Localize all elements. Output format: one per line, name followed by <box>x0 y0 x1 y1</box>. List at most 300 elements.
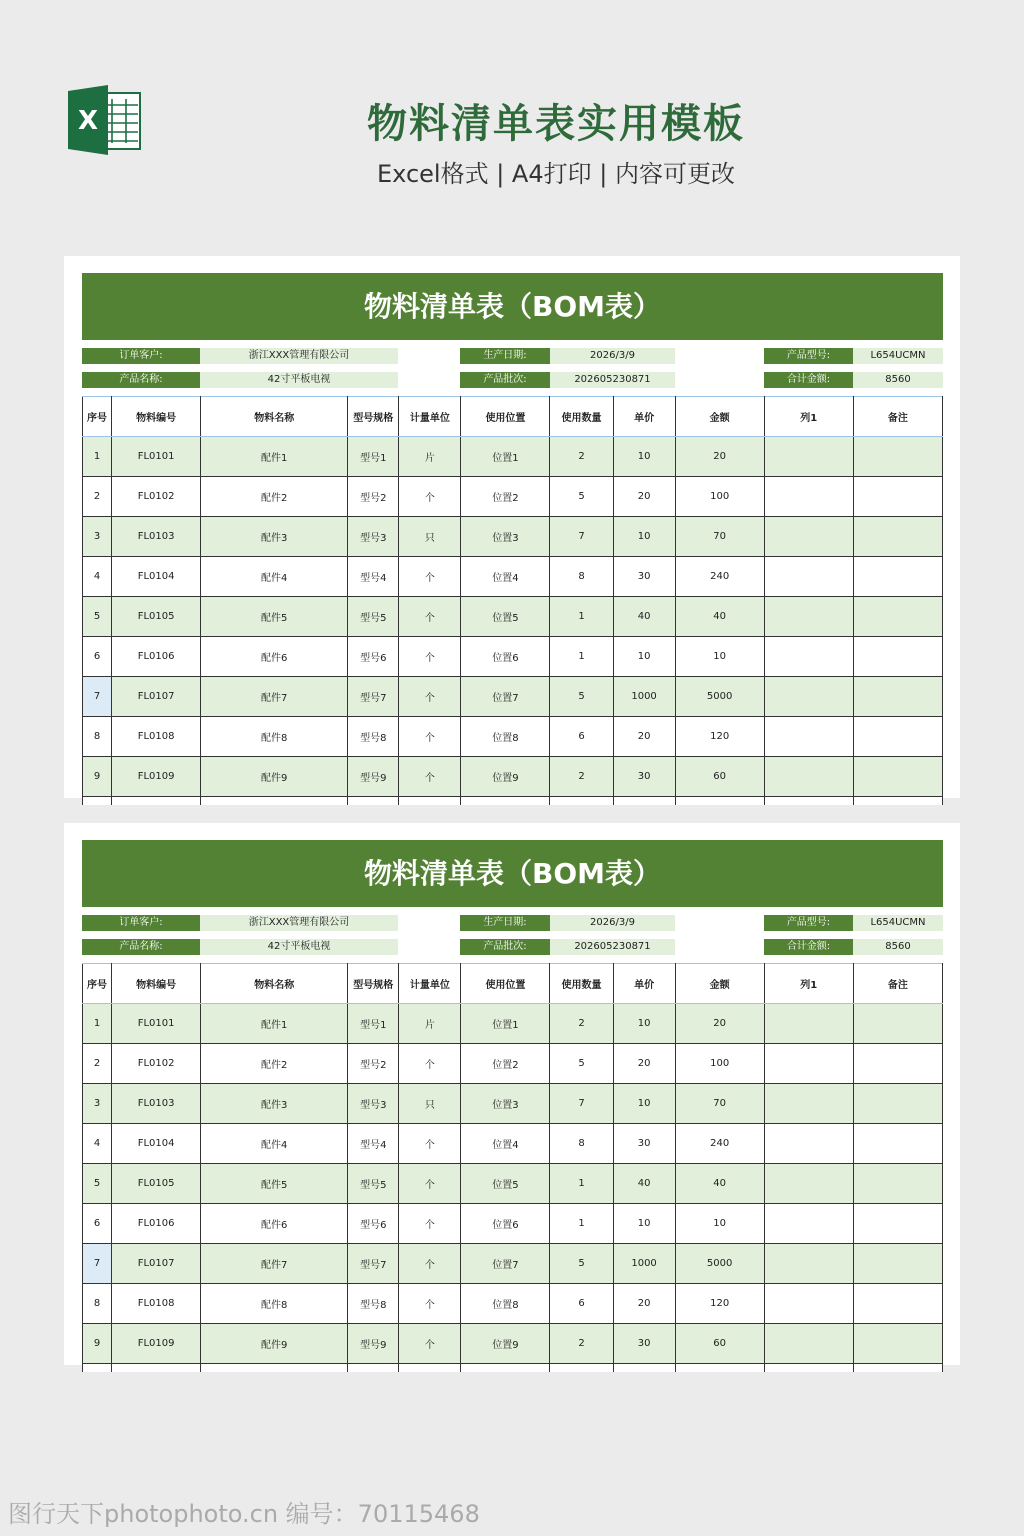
table-cell[interactable]: 位置4 <box>461 1124 550 1164</box>
table-cell[interactable]: 位置7 <box>461 677 550 717</box>
column-header: 列1 <box>764 397 853 437</box>
batch-value[interactable]: 202605230871 <box>550 939 675 955</box>
table-row <box>83 1004 943 1044</box>
table-cell[interactable]: 30 <box>613 1124 675 1164</box>
table-cell[interactable] <box>853 717 942 757</box>
table-cell[interactable] <box>764 637 853 677</box>
column-header: 物料编号 <box>112 397 201 437</box>
table-cell[interactable]: 10 <box>613 437 675 477</box>
table-cell[interactable]: FL0109 <box>112 1324 201 1364</box>
table-header-row <box>83 397 943 437</box>
table-row <box>83 677 943 717</box>
table-cell[interactable]: 20 <box>675 437 764 477</box>
table-cell[interactable]: 20 <box>613 717 675 757</box>
table-row <box>83 717 943 757</box>
table-cell[interactable]: 120 <box>675 1284 764 1324</box>
excel-icon <box>68 85 142 155</box>
table-row <box>83 1244 943 1284</box>
table-cell[interactable]: 位置7 <box>461 1244 550 1284</box>
table-cell[interactable] <box>550 1364 613 1373</box>
table-cell[interactable]: 配件9 <box>201 757 348 797</box>
table-cell[interactable]: 120 <box>675 717 764 757</box>
page-subtitle: Excel格式 | A4打印 | 内容可更改 <box>377 160 735 188</box>
table-cell[interactable]: 配件7 <box>201 1244 348 1284</box>
table-cell[interactable]: 4 <box>83 1124 112 1164</box>
table-cell[interactable]: 型号7 <box>348 1244 399 1284</box>
table-cell[interactable]: 6 <box>83 637 112 677</box>
column-header: 计量单位 <box>399 397 461 437</box>
table-cell[interactable]: 5 <box>550 477 613 517</box>
table-cell[interactable] <box>853 1244 942 1284</box>
watermark-text: 图行天下photophoto.cn 编号：70115468 <box>8 1500 480 1528</box>
table-cell[interactable]: 9 <box>83 757 112 797</box>
table-cell[interactable]: 配件8 <box>201 1284 348 1324</box>
table-cell[interactable]: 8 <box>83 717 112 757</box>
total-label: 合计金额: <box>764 939 853 955</box>
table-cell[interactable]: 位置1 <box>461 437 550 477</box>
table-cell[interactable]: 10 <box>613 1004 675 1044</box>
table-cell[interactable]: FL0105 <box>112 597 201 637</box>
table-cell[interactable]: 1000 <box>613 1244 675 1284</box>
table-cell[interactable]: 5000 <box>675 1244 764 1284</box>
table-cell[interactable]: 7 <box>550 517 613 557</box>
table-cell[interactable]: 型号7 <box>348 677 399 717</box>
table-cell[interactable]: 60 <box>675 1324 764 1364</box>
batch-label: 产品批次: <box>460 939 550 955</box>
table-cell[interactable] <box>348 797 399 806</box>
table-cell[interactable]: 个 <box>399 637 461 677</box>
model-value[interactable]: L654UCMN <box>853 915 943 931</box>
table-cell[interactable]: 位置9 <box>461 1324 550 1364</box>
table-cell[interactable]: 位置2 <box>461 1044 550 1084</box>
table-cell[interactable] <box>764 517 853 557</box>
table-cell[interactable] <box>764 1204 853 1244</box>
table-cell[interactable]: 型号5 <box>348 597 399 637</box>
table-cell[interactable] <box>764 437 853 477</box>
table-cell[interactable]: 配件4 <box>201 1124 348 1164</box>
table-cell[interactable]: 30 <box>613 757 675 797</box>
table-cell[interactable]: 30 <box>613 557 675 597</box>
table-cell[interactable]: 20 <box>613 1284 675 1324</box>
table-cell[interactable] <box>764 1324 853 1364</box>
table-cell[interactable]: 配件3 <box>201 517 348 557</box>
table-cell[interactable] <box>853 797 942 806</box>
table-cell[interactable]: 型号8 <box>348 1284 399 1324</box>
table-cell[interactable] <box>764 717 853 757</box>
column-header: 单价 <box>613 397 675 437</box>
table-cell[interactable]: 10 <box>675 1204 764 1244</box>
table-cell[interactable] <box>764 597 853 637</box>
table-cell[interactable]: 位置3 <box>461 1084 550 1124</box>
column-header: 备注 <box>853 964 942 1004</box>
batch-value[interactable]: 202605230871 <box>550 372 675 388</box>
table-cell[interactable]: 个 <box>399 597 461 637</box>
table-row <box>83 757 943 797</box>
table-cell[interactable]: 配件6 <box>201 1204 348 1244</box>
table-cell[interactable] <box>764 677 853 717</box>
column-header: 使用位置 <box>461 964 550 1004</box>
column-header: 备注 <box>853 397 942 437</box>
table-cell[interactable] <box>764 1044 853 1084</box>
table-cell[interactable] <box>764 1084 853 1124</box>
table-cell[interactable]: 4 <box>83 557 112 597</box>
table-cell[interactable]: 型号2 <box>348 477 399 517</box>
table-cell[interactable]: 5000 <box>675 677 764 717</box>
table-cell[interactable]: 位置6 <box>461 1204 550 1244</box>
total-label: 合计金额: <box>764 372 853 388</box>
table-cell[interactable]: 20 <box>675 1004 764 1044</box>
table-row <box>83 517 943 557</box>
product-value[interactable]: 42寸平板电视 <box>200 939 398 955</box>
table-cell[interactable]: FL0101 <box>112 437 201 477</box>
table-cell[interactable]: 1 <box>550 1164 613 1204</box>
table-cell[interactable] <box>853 597 942 637</box>
table-cell[interactable]: 40 <box>613 1164 675 1204</box>
table-cell[interactable]: 10 <box>613 1204 675 1244</box>
table-cell[interactable] <box>764 1364 853 1373</box>
column-header: 型号规格 <box>348 964 399 1004</box>
table-cell[interactable]: FL0106 <box>112 1204 201 1244</box>
table-cell[interactable]: 型号4 <box>348 557 399 597</box>
column-header: 序号 <box>83 964 112 1004</box>
table-cell[interactable]: 配件3 <box>201 1084 348 1124</box>
table-cell[interactable]: 6 <box>550 717 613 757</box>
table-cell[interactable]: 型号3 <box>348 1084 399 1124</box>
date-label: 生产日期: <box>460 348 550 364</box>
bom-table <box>82 963 943 1372</box>
table-cell[interactable] <box>853 1164 942 1204</box>
table-row <box>83 437 943 477</box>
date-value[interactable]: 2026/3/9 <box>550 915 675 931</box>
excel-icon-letter: X <box>77 106 99 136</box>
table-cell[interactable]: 型号9 <box>348 757 399 797</box>
table-cell[interactable]: 配件2 <box>201 1044 348 1084</box>
total-value[interactable]: 8560 <box>853 372 943 388</box>
table-cell[interactable]: FL0108 <box>112 1284 201 1324</box>
table-cell[interactable]: 6 <box>550 1284 613 1324</box>
table-cell[interactable]: 配件1 <box>201 1004 348 1044</box>
model-label: 产品型号: <box>764 915 853 931</box>
table-cell[interactable]: 配件7 <box>201 677 348 717</box>
table-cell[interactable]: 20 <box>613 1044 675 1084</box>
table-cell[interactable] <box>853 1364 942 1373</box>
table-row <box>83 1324 943 1364</box>
table-cell[interactable]: 型号8 <box>348 717 399 757</box>
table-cell[interactable]: FL0107 <box>112 1244 201 1284</box>
table-cell[interactable]: 个 <box>399 1164 461 1204</box>
table-cell[interactable]: 位置8 <box>461 717 550 757</box>
table-cell[interactable] <box>853 1324 942 1364</box>
table-row <box>83 477 943 517</box>
table-cell[interactable]: 型号1 <box>348 437 399 477</box>
table-row <box>83 1044 943 1084</box>
table-cell[interactable] <box>764 1244 853 1284</box>
table-cell[interactable] <box>853 1044 942 1084</box>
table-cell[interactable]: 2 <box>550 757 613 797</box>
table-cell[interactable] <box>853 437 942 477</box>
table-cell[interactable]: 配件5 <box>201 1164 348 1204</box>
table-cell[interactable]: 型号4 <box>348 1124 399 1164</box>
table-cell[interactable]: 1 <box>550 597 613 637</box>
page-title: 物料清单表实用模板 <box>367 101 745 147</box>
table-row <box>83 637 943 677</box>
table-cell[interactable] <box>853 1204 942 1244</box>
table-cell[interactable]: 7 <box>83 1244 112 1284</box>
table-row <box>83 1164 943 1204</box>
table-cell[interactable]: 个 <box>399 477 461 517</box>
table-cell[interactable]: 个 <box>399 1044 461 1084</box>
date-label: 生产日期: <box>460 915 550 931</box>
table-cell[interactable]: 70 <box>675 1084 764 1124</box>
table-cell[interactable]: 9 <box>83 1324 112 1364</box>
table-cell[interactable] <box>550 797 613 806</box>
table-cell[interactable]: 6 <box>83 1204 112 1244</box>
table-cell[interactable] <box>112 797 201 806</box>
table-cell[interactable]: 40 <box>675 1164 764 1204</box>
customer-value[interactable]: 浙江XXX管理有限公司 <box>200 915 398 931</box>
table-cell[interactable]: 个 <box>399 757 461 797</box>
table-cell[interactable]: 个 <box>399 717 461 757</box>
product-label: 产品名称: <box>82 939 200 955</box>
table-cell[interactable] <box>764 1284 853 1324</box>
total-value[interactable]: 8560 <box>853 939 943 955</box>
column-header: 金额 <box>675 964 764 1004</box>
table-cell[interactable] <box>853 1124 942 1164</box>
sheet-banner-title: 物料清单表（BOM表） <box>82 840 943 907</box>
table-cell[interactable]: 3 <box>83 517 112 557</box>
table-cell[interactable]: 10 <box>675 637 764 677</box>
table-cell[interactable] <box>83 797 112 806</box>
table-cell[interactable]: 5 <box>550 677 613 717</box>
table-cell[interactable]: 个 <box>399 557 461 597</box>
table-cell[interactable]: 型号2 <box>348 1044 399 1084</box>
customer-value[interactable]: 浙江XXX管理有限公司 <box>200 348 398 364</box>
column-header: 物料名称 <box>201 397 348 437</box>
table-cell[interactable]: 配件5 <box>201 597 348 637</box>
column-header: 序号 <box>83 397 112 437</box>
table-cell[interactable]: 配件1 <box>201 437 348 477</box>
table-cell[interactable]: FL0104 <box>112 1124 201 1164</box>
table-cell[interactable] <box>764 557 853 597</box>
table-cell[interactable]: 型号6 <box>348 637 399 677</box>
table-cell[interactable]: FL0107 <box>112 677 201 717</box>
table-row-partial <box>83 797 943 806</box>
table-cell[interactable]: 位置9 <box>461 757 550 797</box>
table-cell[interactable]: FL0105 <box>112 1164 201 1204</box>
table-cell[interactable]: 只 <box>399 1084 461 1124</box>
column-header: 使用位置 <box>461 397 550 437</box>
customer-label: 订单客户: <box>82 348 200 364</box>
table-cell[interactable] <box>764 477 853 517</box>
table-cell[interactable]: 个 <box>399 1124 461 1164</box>
column-header: 使用数量 <box>550 964 613 1004</box>
table-cell[interactable] <box>399 797 461 806</box>
table-cell[interactable]: FL0103 <box>112 1084 201 1124</box>
table-cell[interactable]: 2 <box>83 1044 112 1084</box>
column-header: 物料编号 <box>112 964 201 1004</box>
table-cell[interactable]: 只 <box>399 517 461 557</box>
table-cell[interactable]: 20 <box>613 477 675 517</box>
table-row <box>83 597 943 637</box>
table-cell[interactable]: 10 <box>613 517 675 557</box>
table-cell[interactable]: 5 <box>83 1164 112 1204</box>
table-cell[interactable]: 位置5 <box>461 1164 550 1204</box>
table-cell[interactable]: 位置2 <box>461 477 550 517</box>
table-cell[interactable]: 10 <box>613 1084 675 1124</box>
table-cell[interactable]: 2 <box>550 437 613 477</box>
table-cell[interactable] <box>112 1364 201 1373</box>
info-block <box>82 915 943 963</box>
table-cell[interactable]: 片 <box>399 437 461 477</box>
table-cell[interactable]: FL0109 <box>112 757 201 797</box>
table-row-partial <box>83 1364 943 1373</box>
table-cell[interactable]: 个 <box>399 677 461 717</box>
column-header: 单价 <box>613 964 675 1004</box>
table-cell[interactable]: 30 <box>613 1324 675 1364</box>
table-cell[interactable]: 1 <box>550 637 613 677</box>
table-cell[interactable] <box>764 797 853 806</box>
table-cell[interactable]: 3 <box>83 1084 112 1124</box>
table-cell[interactable]: 5 <box>550 1044 613 1084</box>
table-cell[interactable]: FL0103 <box>112 517 201 557</box>
table-cell[interactable]: 个 <box>399 1284 461 1324</box>
customer-label: 订单客户: <box>82 915 200 931</box>
table-cell[interactable]: 1 <box>550 1204 613 1244</box>
table-cell[interactable] <box>853 757 942 797</box>
table-cell[interactable] <box>764 757 853 797</box>
table-cell[interactable]: 2 <box>550 1004 613 1044</box>
table-row <box>83 1124 943 1164</box>
table-cell[interactable] <box>399 1364 461 1373</box>
table-cell[interactable] <box>853 637 942 677</box>
table-cell[interactable]: FL0101 <box>112 1004 201 1044</box>
table-cell[interactable]: 位置6 <box>461 637 550 677</box>
table-cell[interactable]: 片 <box>399 1004 461 1044</box>
table-cell[interactable] <box>675 797 764 806</box>
table-cell[interactable]: 个 <box>399 1204 461 1244</box>
table-cell[interactable]: 10 <box>613 637 675 677</box>
table-cell[interactable] <box>461 1364 550 1373</box>
table-cell[interactable]: 5 <box>83 597 112 637</box>
table-cell[interactable]: FL0102 <box>112 477 201 517</box>
column-header: 金额 <box>675 397 764 437</box>
table-cell[interactable]: FL0102 <box>112 1044 201 1084</box>
table-cell[interactable]: 型号5 <box>348 1164 399 1204</box>
table-cell[interactable]: FL0104 <box>112 557 201 597</box>
table-cell[interactable]: 位置8 <box>461 1284 550 1324</box>
table-cell[interactable]: 240 <box>675 1124 764 1164</box>
table-cell[interactable]: 60 <box>675 757 764 797</box>
table-cell[interactable]: 个 <box>399 1324 461 1364</box>
column-header: 计量单位 <box>399 964 461 1004</box>
table-cell[interactable]: 型号3 <box>348 517 399 557</box>
table-cell[interactable] <box>853 1284 942 1324</box>
table-cell[interactable]: FL0106 <box>112 637 201 677</box>
table-cell[interactable] <box>348 1364 399 1373</box>
model-value[interactable]: L654UCMN <box>853 348 943 364</box>
table-cell[interactable]: 配件4 <box>201 557 348 597</box>
table-cell[interactable]: 8 <box>83 1284 112 1324</box>
table-cell[interactable]: 位置1 <box>461 1004 550 1044</box>
batch-label: 产品批次: <box>460 372 550 388</box>
sheet-banner-title: 物料清单表（BOM表） <box>82 273 943 340</box>
table-cell[interactable]: 配件2 <box>201 477 348 517</box>
table-row <box>83 1204 943 1244</box>
table-cell[interactable]: FL0108 <box>112 717 201 757</box>
column-header: 使用数量 <box>550 397 613 437</box>
table-cell[interactable]: 240 <box>675 557 764 597</box>
bom-sheet-preview-2 <box>64 823 960 1365</box>
date-value[interactable]: 2026/3/9 <box>550 348 675 364</box>
table-cell[interactable]: 40 <box>675 597 764 637</box>
table-cell[interactable]: 配件9 <box>201 1324 348 1364</box>
model-label: 产品型号: <box>764 348 853 364</box>
table-cell[interactable] <box>83 1364 112 1373</box>
table-cell[interactable] <box>853 1004 942 1044</box>
table-cell[interactable] <box>853 677 942 717</box>
table-cell[interactable]: 配件8 <box>201 717 348 757</box>
table-cell[interactable]: 型号1 <box>348 1004 399 1044</box>
table-cell[interactable] <box>853 517 942 557</box>
table-cell[interactable]: 型号9 <box>348 1324 399 1364</box>
table-cell[interactable] <box>764 1164 853 1204</box>
table-cell[interactable]: 7 <box>550 1084 613 1124</box>
table-cell[interactable] <box>764 1004 853 1044</box>
table-cell[interactable]: 个 <box>399 1244 461 1284</box>
table-row <box>83 1084 943 1124</box>
table-cell[interactable]: 型号6 <box>348 1204 399 1244</box>
table-cell[interactable] <box>613 797 675 806</box>
table-cell[interactable] <box>613 1364 675 1373</box>
table-cell[interactable]: 8 <box>550 1124 613 1164</box>
table-cell[interactable]: 5 <box>550 1244 613 1284</box>
table-cell[interactable]: 1 <box>83 437 112 477</box>
column-header: 物料名称 <box>201 964 348 1004</box>
table-cell[interactable] <box>853 1084 942 1124</box>
table-cell[interactable]: 100 <box>675 477 764 517</box>
info-block <box>82 348 943 396</box>
table-cell[interactable]: 位置3 <box>461 517 550 557</box>
table-cell[interactable]: 8 <box>550 557 613 597</box>
table-row <box>83 1284 943 1324</box>
table-cell[interactable]: 100 <box>675 1044 764 1084</box>
table-cell[interactable] <box>764 1124 853 1164</box>
table-cell[interactable]: 2 <box>83 477 112 517</box>
table-cell[interactable]: 7 <box>83 677 112 717</box>
column-header: 型号规格 <box>348 397 399 437</box>
bom-table <box>82 396 943 805</box>
table-cell[interactable]: 位置4 <box>461 557 550 597</box>
bom-sheet-preview-1 <box>64 256 960 798</box>
table-cell[interactable]: 配件6 <box>201 637 348 677</box>
table-cell[interactable]: 40 <box>613 597 675 637</box>
table-cell[interactable]: 2 <box>550 1324 613 1364</box>
table-cell[interactable]: 70 <box>675 517 764 557</box>
table-cell[interactable] <box>675 1364 764 1373</box>
table-cell[interactable] <box>853 557 942 597</box>
table-cell[interactable] <box>461 797 550 806</box>
table-cell[interactable]: 1000 <box>613 677 675 717</box>
table-cell[interactable] <box>853 477 942 517</box>
table-cell[interactable] <box>201 797 348 806</box>
product-label: 产品名称: <box>82 372 200 388</box>
table-cell[interactable] <box>201 1364 348 1373</box>
column-header: 列1 <box>764 964 853 1004</box>
table-cell[interactable]: 位置5 <box>461 597 550 637</box>
table-cell[interactable]: 1 <box>83 1004 112 1044</box>
table-row <box>83 557 943 597</box>
product-value[interactable]: 42寸平板电视 <box>200 372 398 388</box>
